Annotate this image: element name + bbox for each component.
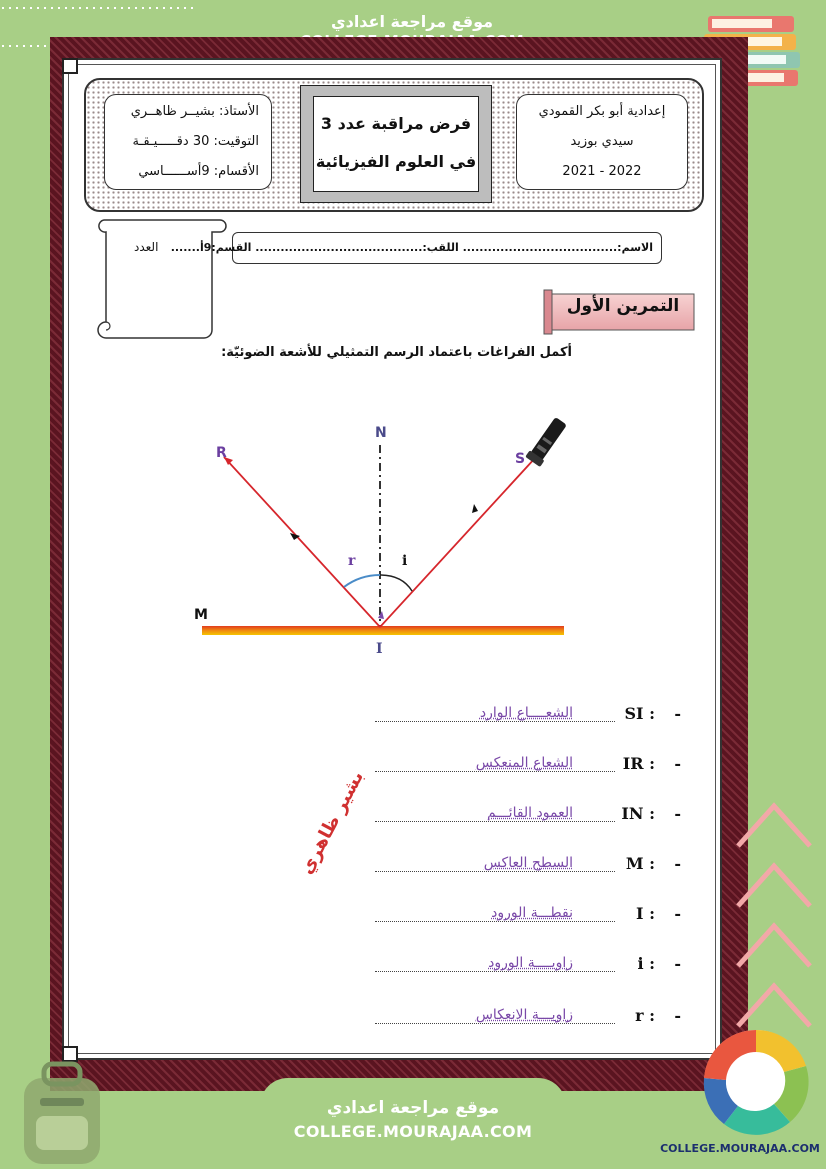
question-dash: - — [674, 854, 681, 873]
mirror-surface — [202, 626, 564, 635]
watermark-url[interactable]: COLLEGE.MOURAJAA.COM — [660, 1142, 820, 1155]
teacher-signature: بشير ظاهري — [296, 767, 368, 878]
label-r: r — [348, 553, 356, 569]
question-answer: السطح العاكس — [483, 855, 573, 871]
question-dash: - — [674, 1006, 681, 1025]
question-answer: الشعاع المنعكس — [475, 755, 573, 771]
question-dash: - — [674, 804, 681, 823]
exam-classes: الأقسام: 9أســــــاسي — [138, 164, 259, 179]
question-term: i : — [637, 954, 655, 973]
angle-i-arc — [380, 575, 412, 591]
grade-label: العدد — [134, 240, 159, 254]
chevron-decoration-icon — [734, 800, 814, 850]
question-term: M : — [625, 854, 655, 873]
label-I: I — [376, 641, 383, 657]
exam-title-line1: فرض مراقبة عدد 3 — [320, 114, 472, 133]
exercise-title: التمرين الأول — [566, 296, 680, 316]
instruction-text: أكمل الفراغات باعتماد الرسم التمثيلي للأشعة الضوئيّة: — [221, 345, 572, 360]
question-row — [375, 850, 681, 878]
site-logo-icon — [694, 1022, 818, 1140]
question-dash: - — [674, 754, 681, 773]
exam-duration: التوقيت: 30 دقـــــيـقـة — [132, 134, 259, 149]
teacher-card — [104, 94, 272, 190]
question-row — [375, 950, 681, 978]
question-row — [375, 750, 681, 778]
question-answer: الشعــــاع الوارد — [479, 705, 573, 721]
chevron-decoration-icon — [734, 920, 814, 970]
question-row — [375, 700, 681, 728]
bottom-banner-url[interactable]: COLLEGE.MOURAJAA.COM — [293, 1122, 533, 1141]
question-answer: زاويــــة الورود — [488, 955, 573, 971]
question-dash: - — [674, 954, 681, 973]
question-answer: العمود القائـــم — [487, 805, 573, 821]
question-answer: زاويـــة الانعكاس — [475, 1007, 573, 1023]
question-dash: - — [674, 904, 681, 923]
bottom-banner-title: موقع مراجعة اعدادي — [326, 1098, 500, 1118]
corner-ornament-top-left — [62, 58, 78, 74]
school-city: سيدي بوزيد — [570, 134, 634, 149]
angle-r-arc — [344, 575, 380, 587]
incident-arrow — [472, 504, 478, 513]
incident-ray — [380, 457, 536, 627]
question-dash: - — [674, 704, 681, 723]
label-M: M — [194, 607, 208, 623]
flashlight-icon — [525, 416, 568, 467]
question-term: IR : — [622, 754, 655, 773]
reflection-diagram — [190, 405, 580, 663]
reflected-ray — [224, 457, 380, 627]
student-info-field[interactable] — [170, 232, 662, 264]
question-term: SI : — [624, 704, 655, 723]
student-info-text: الاسم:..................................... اللقب:........................................ القسم:9أ....... — [170, 241, 653, 254]
label-S: S — [515, 451, 526, 467]
label-R: R — [216, 445, 227, 461]
bottom-banner — [260, 1078, 566, 1169]
exam-title-inner — [313, 96, 479, 192]
chevron-decoration-icon — [734, 860, 814, 910]
exam-title-box — [300, 85, 492, 203]
label-N: N — [375, 425, 387, 441]
top-banner-title: موقع مراجعة اعدادي — [330, 12, 494, 31]
teacher-name: الأستاذ: بشيــر ظاهــري — [130, 104, 259, 119]
question-term: r : — [635, 1006, 655, 1025]
question-term: I : — [636, 904, 655, 923]
question-answer: نقطـــة الورود — [491, 905, 573, 921]
label-i: i — [402, 553, 408, 569]
exam-title-line2: في العلوم الفيزيائية — [315, 152, 477, 171]
school-card — [516, 94, 688, 190]
backpack-icon — [14, 1058, 110, 1168]
school-name: إعدادية أبو بكر القمودي — [538, 104, 666, 119]
question-row — [375, 800, 681, 828]
question-term: IN : — [621, 804, 655, 823]
question-row — [375, 1002, 681, 1030]
school-year: 2022 - 2021 — [562, 164, 642, 179]
question-row — [375, 900, 681, 928]
